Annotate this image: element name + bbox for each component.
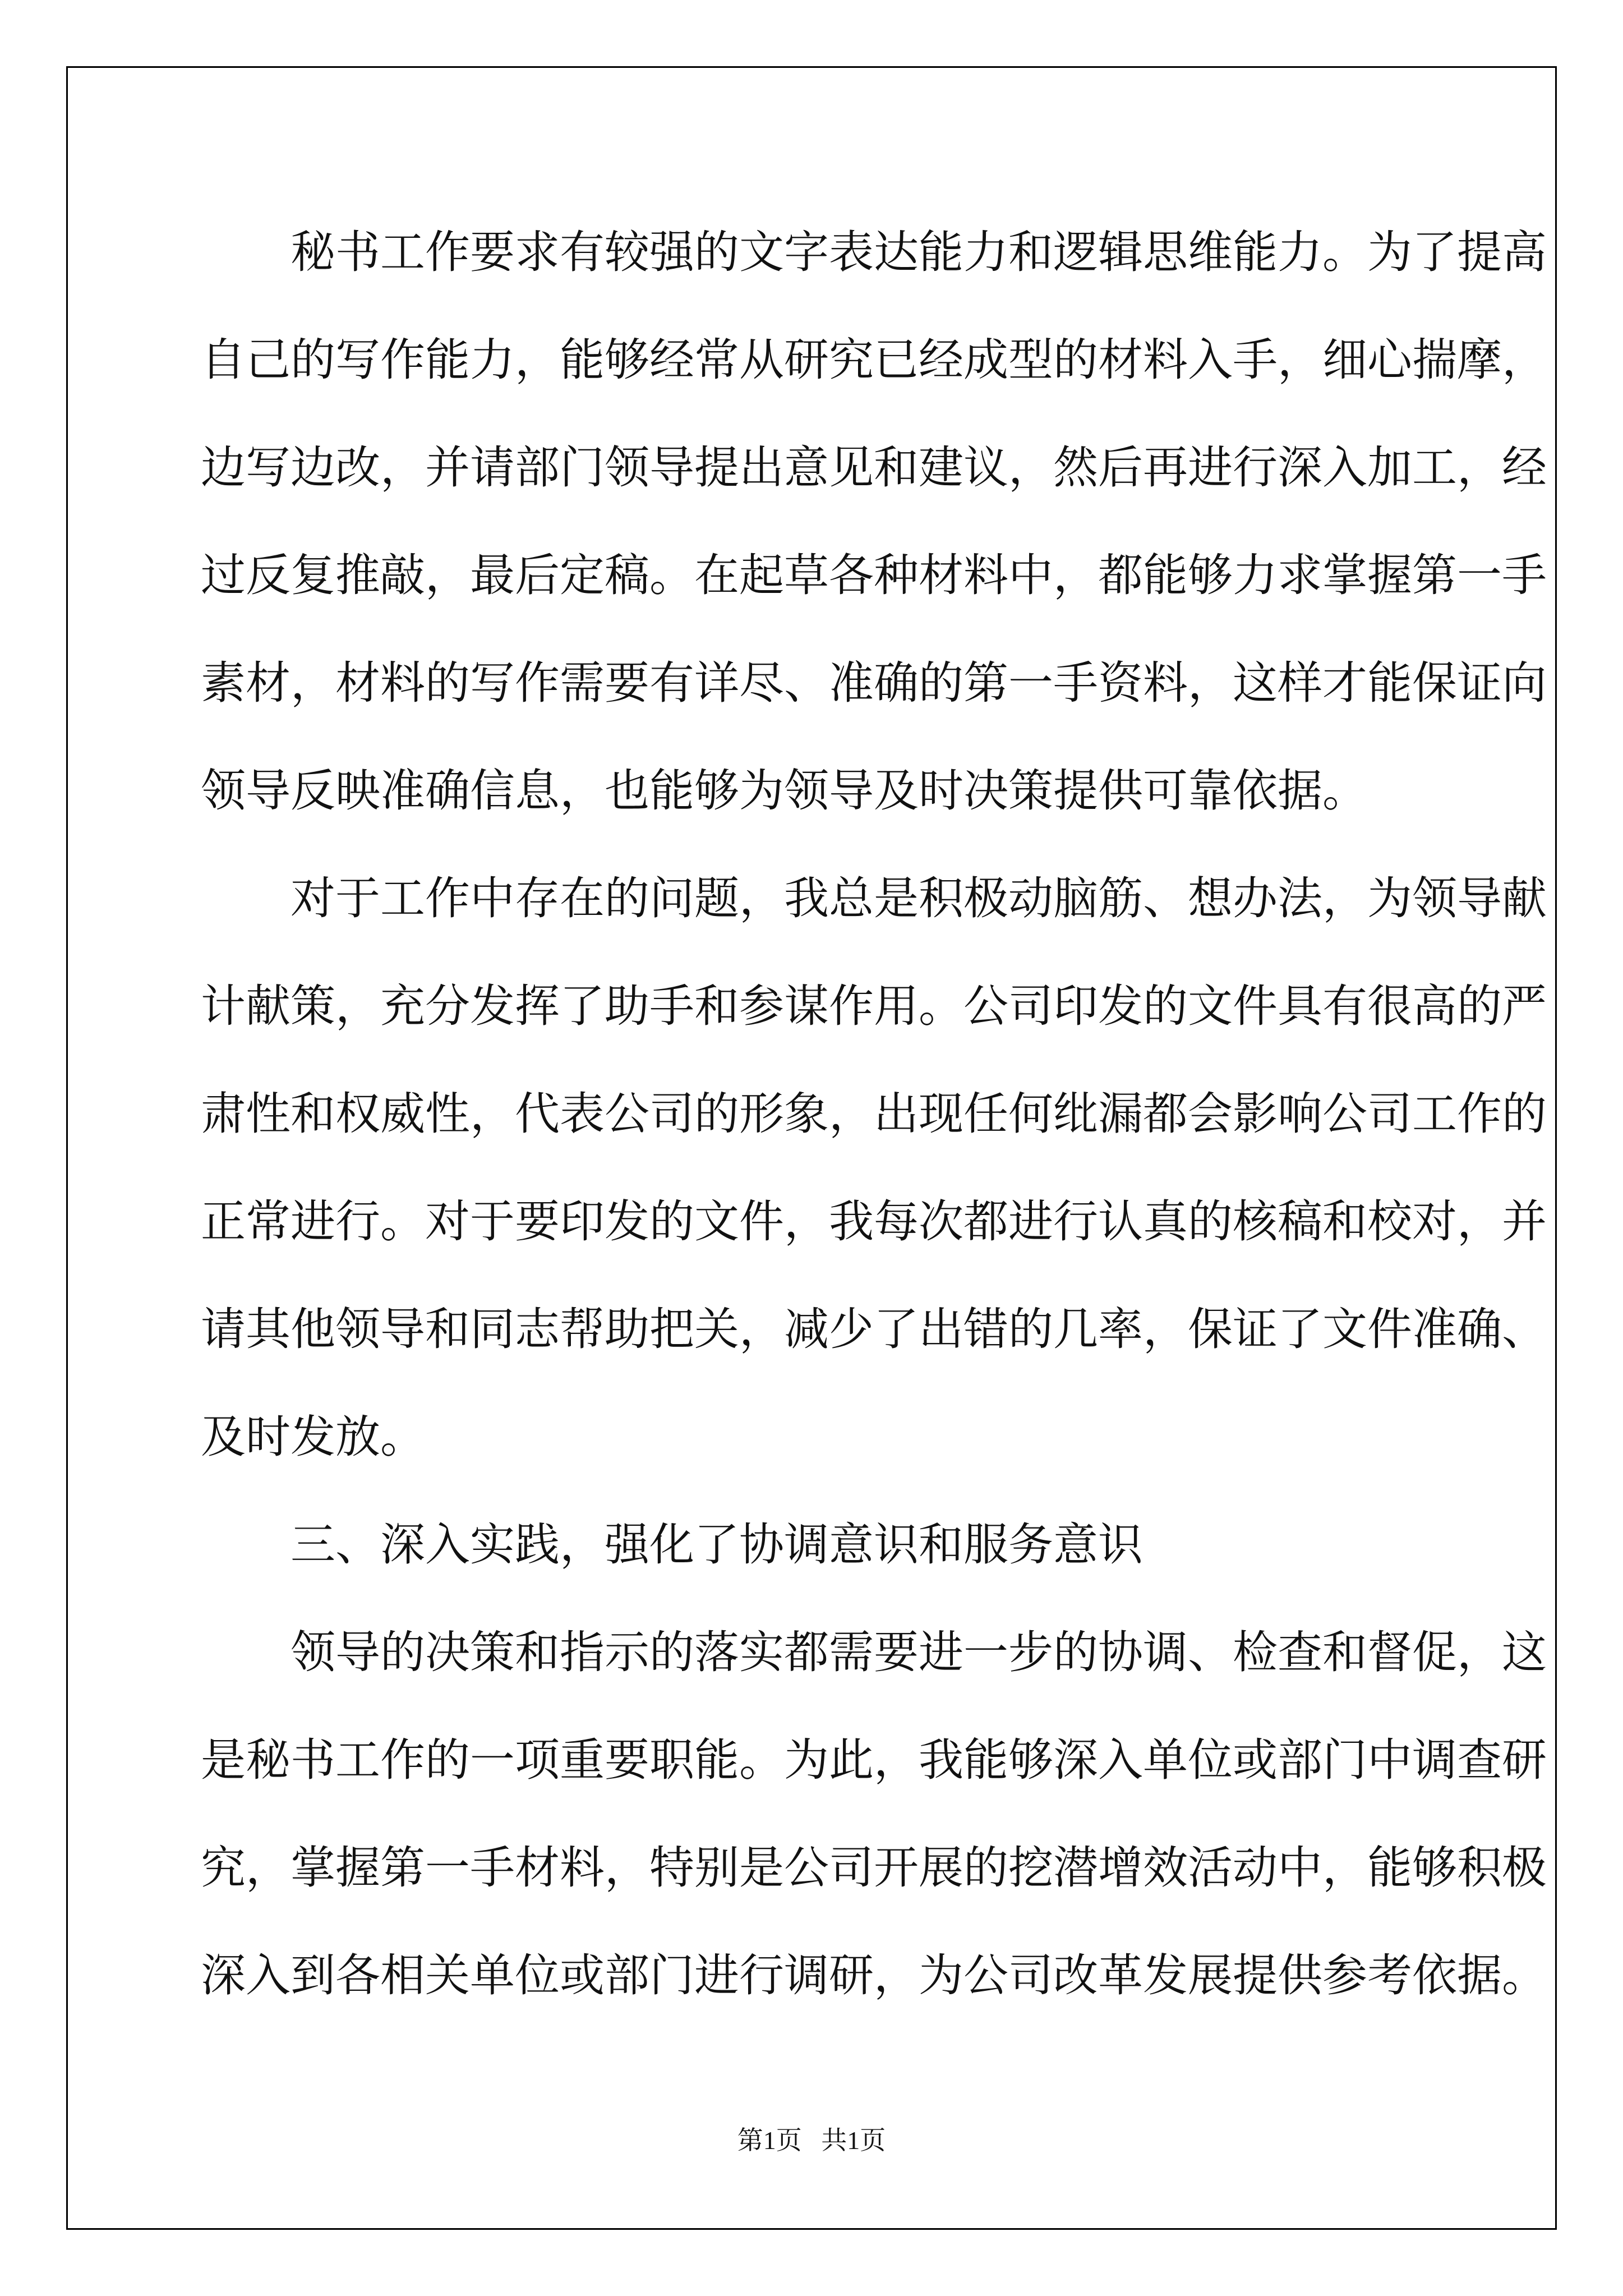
paragraph-1-line-6: 领导反映准确信息，也能够为领导及时决策提供可靠依据。 xyxy=(201,765,1367,817)
section-heading: 三、深入实践，强化了协调意识和服务意识 xyxy=(291,1519,1143,1571)
paragraph-4-line-1: 领导的决策和指示的落实都需要进一步的协调、检查和督促，这 xyxy=(291,1626,1547,1678)
paragraph-4-line-4: 深入到各相关单位或部门进行调研，为公司改革发展提供参考依据。 xyxy=(201,1949,1547,2001)
page-footer xyxy=(0,2128,1623,2154)
paragraph-2-line-1: 对于工作中存在的问题，我总是积极动脑筋、想办法，为领导献 xyxy=(291,872,1547,924)
paragraph-4-line-2: 是秘书工作的一项重要职能。为此，我能够深入单位或部门中调查研 xyxy=(201,1734,1547,1786)
paragraph-1-line-1: 秘书工作要求有较强的文字表达能力和逻辑思维能力。为了提高 xyxy=(291,226,1547,278)
paragraph-2-line-6: 及时发放。 xyxy=(201,1411,425,1463)
page-border xyxy=(66,66,1557,2230)
paragraph-4-line-3: 究，掌握第一手材料，特别是公司开展的挖潜增效活动中，能够积极 xyxy=(201,1842,1547,1894)
paragraph-1-line-2: 自己的写作能力，能够经常从研究已经成型的材料入手，细心揣摩， xyxy=(201,334,1547,386)
paragraph-2-line-4: 正常进行。对于要印发的文件，我每次都进行认真的核稿和校对，并 xyxy=(201,1195,1547,1248)
page-number: 第1页 xyxy=(737,2126,802,2155)
paragraph-2-line-3: 肃性和权威性，代表公司的形象，出现任何纰漏都会影响公司工作的 xyxy=(201,1088,1547,1140)
paragraph-2-line-5: 请其他领导和同志帮助把关，减少了出错的几率，保证了文件准确、 xyxy=(201,1303,1547,1355)
paragraph-1-line-3: 边写边改，并请部门领导提出意见和建议，然后再进行深入加工，经 xyxy=(201,441,1547,494)
paragraph-2-line-2: 计献策，充分发挥了助手和参谋作用。公司印发的文件具有很高的严 xyxy=(201,980,1547,1032)
paragraph-1-line-4: 过反复推敲，最后定稿。在起草各种材料中，都能够力求掌握第一手 xyxy=(201,549,1547,601)
paragraph-1-line-5: 素材，材料的写作需要有详尽、准确的第一手资料，这样才能保证向 xyxy=(201,657,1547,709)
page-total: 共1页 xyxy=(821,2126,886,2155)
